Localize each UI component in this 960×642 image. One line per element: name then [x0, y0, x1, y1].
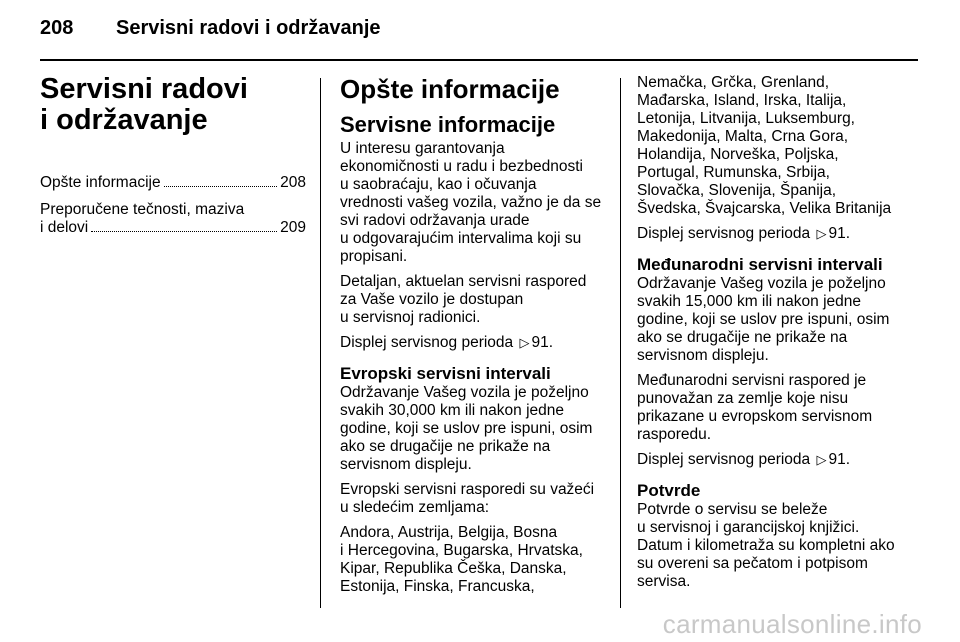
paragraph — [637, 501, 907, 591]
text-line: Švedska, Švajcarska, Velika Britanija — [637, 200, 892, 217]
cross-reference[interactable] — [340, 334, 604, 352]
text-line: Održavanje Vašeg vozila je poželjno — [637, 275, 886, 292]
toc-page-number: 209 — [280, 219, 306, 236]
text-line: Andora, Austrija, Belgija, Bosna — [340, 524, 558, 541]
running-title: Servisni radovi i održavanje — [116, 17, 381, 39]
subsection-heading: Servisne informacije — [340, 112, 556, 137]
text-line: ekonomičnosti u radu i bezbednosti — [340, 158, 583, 175]
column-divider-1 — [320, 78, 321, 608]
watermark: carmanualsonline.info — [662, 609, 922, 639]
paragraph — [340, 140, 604, 266]
text-line: Održavanje Vašeg vozila je poželjno — [340, 384, 589, 401]
page-reference-arrow-icon: ▷ — [519, 335, 530, 350]
text-line: Makedonija, Malta, Crna Gora, — [637, 128, 849, 145]
paragraph — [637, 275, 907, 365]
text-line: u servisnoj i garancijskoj knjižici. — [637, 519, 860, 536]
toc-page-number: 208 — [280, 174, 306, 191]
text-line: svakih 15,000 km ili nakon jedne — [637, 293, 862, 310]
text-line: Holandija, Norveška, Poljska, — [637, 146, 839, 163]
country-list — [637, 74, 907, 218]
country-list — [340, 524, 604, 596]
chapter-title — [40, 74, 306, 136]
text-line: svi radovi održavanja urade — [340, 212, 530, 229]
text-line: za Vaše vozilo je dostupan — [340, 291, 524, 308]
reference-page: 91. — [531, 334, 554, 351]
reference-text: Displej servisnog perioda — [637, 225, 811, 242]
page-reference-arrow-icon: ▷ — [816, 226, 827, 241]
text-line: servisnom displeju. — [637, 347, 769, 364]
toc-entry-text: i delovi — [40, 219, 89, 236]
reference-page: 91. — [828, 451, 851, 468]
section-heading: Opšte informacije — [340, 74, 560, 104]
paragraph — [340, 273, 604, 327]
text-line: servisa. — [637, 573, 691, 590]
text-line: punovažan za zemlje koje nisu — [637, 390, 849, 407]
text-line: Međunarodni servisni raspored je — [637, 372, 867, 389]
chapter-title-line: Servisni radovi — [40, 73, 248, 105]
page-header — [40, 14, 918, 54]
text-line: prikazane u evropskom servisnom — [637, 408, 873, 425]
text-line: propisani. — [340, 248, 408, 265]
toc-entry-fluids-lubricants[interactable] — [40, 201, 306, 237]
cross-reference[interactable] — [637, 451, 907, 469]
toc-entry-text: Preporučene tečnosti, maziva — [40, 201, 245, 218]
text-line: Potvrde o servisu se beleže — [637, 501, 828, 518]
text-line: godine, koji se uslov pre ispuni, osim — [340, 420, 593, 437]
text-line: Datum i kilometraža su kompletni ako — [637, 537, 895, 554]
text-line: Evropski servisni rasporedi su važeći — [340, 481, 595, 498]
text-line: u servisnoj radionici. — [340, 309, 481, 326]
text-line: Slovačka, Slovenija, Španija, — [637, 182, 837, 199]
text-line: su overeni sa pečatom i potpisom — [637, 555, 868, 572]
column-1 — [40, 74, 306, 246]
text-line: u odgovarajućim intervalima koji su — [340, 230, 582, 247]
text-line: Portugal, Rumunska, Srbija, — [637, 164, 830, 181]
page-reference-arrow-icon: ▷ — [816, 452, 827, 467]
paragraph — [340, 481, 604, 517]
chapter-title-line: i održavanje — [40, 104, 208, 136]
text-line: Estonija, Finska, Francuska, — [340, 578, 535, 595]
text-line: Detaljan, aktuelan servisni raspored — [340, 273, 587, 290]
column-3 — [637, 74, 907, 598]
text-line: ako se drugačije ne prikaže na — [637, 329, 848, 346]
text-line: Nemačka, Grčka, Grenland, — [637, 74, 830, 91]
reference-text: Displej servisnog perioda — [340, 334, 514, 351]
subsection-heading: Evropski servisni intervali — [340, 364, 551, 383]
text-line: U interesu garantovanja — [340, 140, 505, 157]
toc-entry-general-info[interactable] — [40, 174, 306, 192]
text-line: Letonija, Litvanija, Luksemburg, — [637, 110, 855, 127]
text-line: svakih 30,000 km ili nakon jedne — [340, 402, 565, 419]
page-number: 208 — [40, 17, 74, 39]
toc-leader-dots — [91, 231, 277, 232]
subsection-heading: Međunarodni servisni intervali — [637, 255, 883, 274]
paragraph — [340, 384, 604, 474]
reference-page: 91. — [828, 225, 851, 242]
header-rule — [40, 59, 918, 61]
paragraph — [637, 372, 907, 444]
text-line: Mađarska, Island, Irska, Italija, — [637, 92, 847, 109]
text-line: rasporedu. — [637, 426, 712, 443]
text-line: Kipar, Republika Češka, Danska, — [340, 560, 567, 577]
toc-leader-dots — [164, 186, 278, 187]
toc-entry-text: Opšte informacije — [40, 174, 161, 191]
text-line: ako se drugačije ne prikaže na — [340, 438, 551, 455]
text-line: vrednosti vašeg vozila, važno je da se — [340, 194, 602, 211]
cross-reference[interactable] — [637, 225, 907, 243]
column-2 — [340, 74, 604, 603]
text-line: servisnom displeju. — [340, 456, 472, 473]
subsection-heading: Potvrde — [637, 481, 701, 500]
reference-text: Displej servisnog perioda — [637, 451, 811, 468]
text-line: i Hercegovina, Bugarska, Hrvatska, — [340, 542, 583, 559]
text-line: u sledećim zemljama: — [340, 499, 490, 516]
column-divider-2 — [620, 78, 621, 608]
text-line: u saobraćaju, kao i očuvanja — [340, 176, 537, 193]
text-line: godine, koji se uslov pre ispuni, osim — [637, 311, 890, 328]
